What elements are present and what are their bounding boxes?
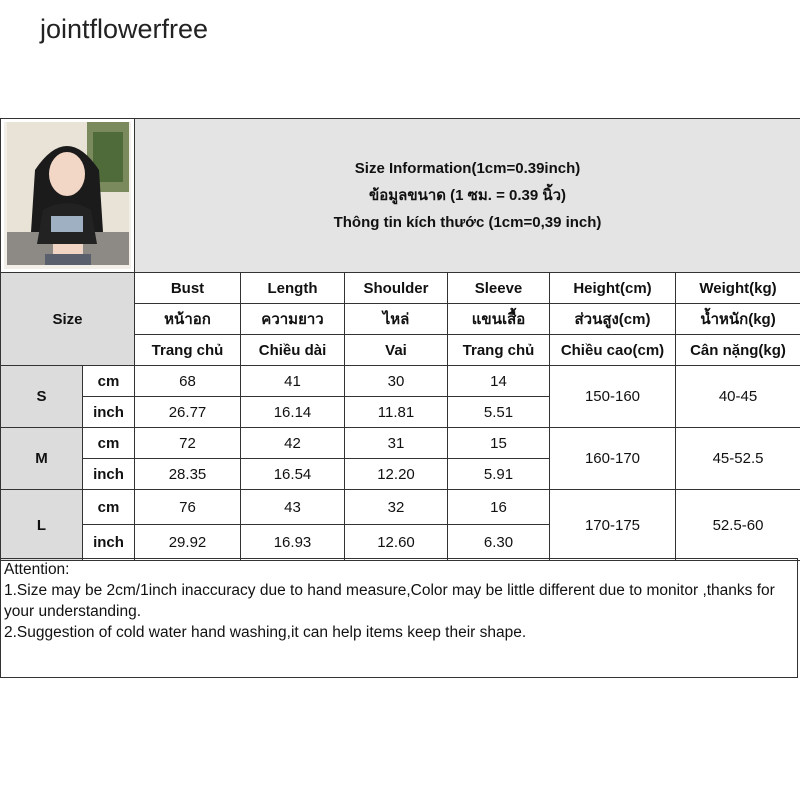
col-height-vi: Chiều cao(cm) [550, 335, 676, 366]
attention-title: Attention: [4, 561, 70, 578]
col-sleeve-vi: Trang chủ [448, 335, 550, 366]
table-cell: 12.60 [345, 525, 448, 561]
col-length-en: Length [241, 273, 345, 304]
table-cell: 41 [241, 366, 345, 397]
col-height-th: ส่วนสูง(cm) [550, 304, 676, 335]
unit-cm: cm [83, 428, 135, 459]
col-weight-th: น้ำหนัก(kg) [676, 304, 800, 335]
table-cell: 28.35 [135, 459, 241, 490]
model-figure [7, 122, 129, 265]
table-cell: 26.77 [135, 397, 241, 428]
height-range: 160-170 [550, 428, 676, 490]
weight-range: 52.5-60 [676, 490, 800, 561]
table-cell: 14 [448, 366, 550, 397]
table-cell: 15 [448, 428, 550, 459]
col-shoulder-th: ไหล่ [345, 304, 448, 335]
col-shoulder-en: Shoulder [345, 273, 448, 304]
table-cell: 32 [345, 490, 448, 525]
table-cell: 30 [345, 366, 448, 397]
weight-range: 40-45 [676, 366, 800, 428]
unit-inch: inch [83, 459, 135, 490]
table-cell: 68 [135, 366, 241, 397]
unit-inch: inch [83, 525, 135, 561]
table-cell: 5.51 [448, 397, 550, 428]
size-header: Size [1, 273, 135, 366]
size-m-label: M [1, 428, 83, 490]
col-height-en: Height(cm) [550, 273, 676, 304]
table-cell: 76 [135, 490, 241, 525]
table-cell: 16 [448, 490, 550, 525]
table-cell: 72 [135, 428, 241, 459]
col-sleeve-en: Sleeve [448, 273, 550, 304]
attention-notes [0, 558, 798, 678]
header-line-vi: Thông tin kích thước (1cm=0,39 inch) [333, 214, 602, 231]
table-cell: 31 [345, 428, 448, 459]
attention-note-1: 1.Size may be 2cm/1inch inaccuracy due to hand measure,Color may be little different due to monitor ,thanks for your understanding. [4, 582, 775, 620]
col-weight-vi: Cân nặng(kg) [676, 335, 800, 366]
header-line-th: ข้อมูลขนาด (1 ซม. = 0.39 นิ้ว) [368, 187, 567, 204]
col-bust-vi: Trang chủ [135, 335, 241, 366]
table-cell: 6.30 [448, 525, 550, 561]
col-weight-en: Weight(kg) [676, 273, 800, 304]
col-bust-th: หน้าอก [135, 304, 241, 335]
size-info-header [135, 119, 800, 273]
col-shoulder-vi: Vai [345, 335, 448, 366]
table-cell: 5.91 [448, 459, 550, 490]
height-range: 170-175 [550, 490, 676, 561]
size-table [0, 118, 800, 561]
unit-cm: cm [83, 490, 135, 525]
table-cell: 29.92 [135, 525, 241, 561]
table-cell: 16.14 [241, 397, 345, 428]
header-line-en: Size Information(1cm=0.39inch) [354, 160, 581, 177]
unit-inch: inch [83, 397, 135, 428]
size-s-label: S [1, 366, 83, 428]
table-cell: 12.20 [345, 459, 448, 490]
col-sleeve-th: แขนเสื้อ [448, 304, 550, 335]
unit-cm: cm [83, 366, 135, 397]
brand-name: jointflowerfree [40, 14, 209, 44]
col-bust-en: Bust [135, 273, 241, 304]
col-length-th: ความยาว [241, 304, 345, 335]
model-photo-image [4, 122, 131, 269]
table-cell: 43 [241, 490, 345, 525]
height-range: 150-160 [550, 366, 676, 428]
col-length-vi: Chiều dài [241, 335, 345, 366]
weight-range: 45-52.5 [676, 428, 800, 490]
table-cell: 16.93 [241, 525, 345, 561]
table-cell: 11.81 [345, 397, 448, 428]
size-chart [0, 118, 800, 680]
attention-note-2: 2.Suggestion of cold water hand washing,it can help items keep their shape. [4, 624, 527, 641]
size-l-label: L [1, 490, 83, 561]
table-cell: 42 [241, 428, 345, 459]
table-cell: 16.54 [241, 459, 345, 490]
model-photo [1, 119, 135, 273]
